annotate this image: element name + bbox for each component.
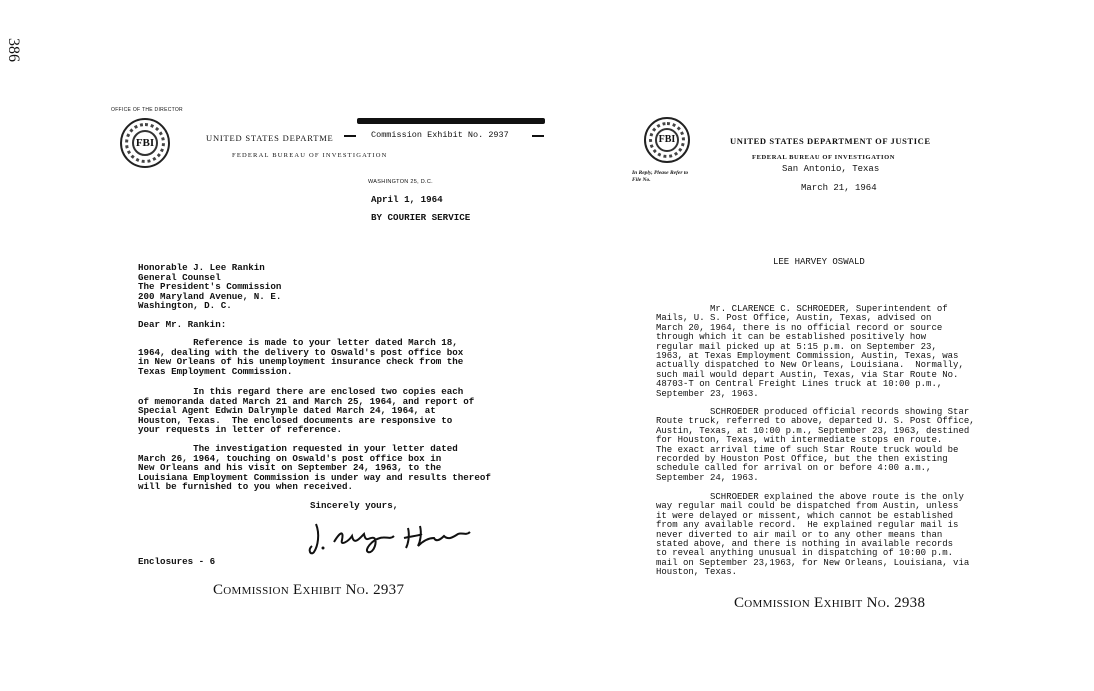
enclosures-line: Enclosures - 6 <box>138 556 216 567</box>
office-label: OFFICE OF THE DIRECTOR <box>111 107 183 113</box>
address-line: The President's Commission <box>138 281 282 293</box>
paragraph: SCHROEDER produced official records showing Star Route truck, referred to above, departed U. S. Post Office, Austin, Texas, at 10:00 p.m., September 23, 1963, destined for Houston, Texas, with intermediate stops en route. The exact arrival time of such Star Route truck would be recorded by Houston Post Office, but the then existing schedule called for arrival on or before 4:00 a.m., September 24, 1963. <box>656 407 975 483</box>
stamp-dash-right <box>532 135 544 137</box>
fbi-seal-icon: FBI <box>120 118 170 168</box>
reply-note: In Reply, Please Refer to File No. <box>632 170 689 183</box>
subject-line: LEE HARVEY OSWALD <box>773 257 865 267</box>
letter-date: April 1, 1964 <box>371 194 443 205</box>
page-number: 386 <box>5 38 22 62</box>
location-line: WASHINGTON 25, D.C. <box>368 179 433 185</box>
address-line: General Counsel <box>138 271 221 283</box>
department-heading: UNITED STATES DEPARTMENT OF JUSTICE <box>730 136 931 146</box>
paragraph: In this regard there are enclosed two copies each of memoranda dated March 21 and March 25, 1964, and report of Special Agent Edwin Dalrymple dated March 24, 1964, at Houston, Texas. The enclosed documents are responsive to your requests in letter of reference. <box>138 386 475 436</box>
paragraph: Mr. CLARENCE C. SCHROEDER, Superintendent of Mails, U. S. Post Office, Austin, Texas, advised on March 20, 1964, there is no official record or source through which it can be established positively how regular mail picked up at 5:15 p.m. on September 23, 1963, at Texas Employment Commission, Austin, Texas, was actually dispatched to New Orleans, Louisiana. Normally, such mail would depart Austin, Texas, via Star Route No. 48703-T on Central Freight Lines truck at 10:00 p.m., September 23, 1963. <box>656 304 964 399</box>
exhibit-caption: Commission Exhibit No. 2937 <box>213 582 405 598</box>
paragraph: Reference is made to your letter dated March 18, 1964, dealing with the delivery to Oswald's post office box in New Orleans of his unemployment insurance check from the Texas Employment Commission. <box>138 337 464 377</box>
letter-date: March 21, 1964 <box>801 183 877 193</box>
salutation: Dear Mr. Rankin: <box>138 319 227 330</box>
address-line: Honorable J. Lee Rankin <box>138 262 265 273</box>
address-line: Washington, D. C. <box>138 300 232 312</box>
address-line: 200 Maryland Avenue, N. E. <box>138 290 282 302</box>
signature-icon <box>308 514 478 558</box>
fbi-seal-icon: FBI <box>644 117 690 163</box>
bureau-heading: FEDERAL BUREAU OF INVESTIGATION <box>232 152 388 159</box>
stamp-dash-left <box>344 135 356 137</box>
address-block <box>138 263 281 311</box>
delivery-method: BY COURIER SERVICE <box>371 212 471 223</box>
department-heading: UNITED STATES DEPARTME <box>206 133 334 143</box>
exhibit-caption: Commission Exhibit No. 2938 <box>734 595 926 611</box>
closing: Sincerely yours, <box>310 500 399 511</box>
stamp-bar <box>357 118 545 124</box>
location-line: San Antonio, Texas <box>782 164 880 174</box>
exhibit-stamp: Commission Exhibit No. 2937 <box>371 130 509 140</box>
paragraph: SCHROEDER explained the above route is the only way regular mail could be dispatched from Austin, unless it were delayed or missent, which cannot be established from any available record. He explained regular mail is never diverted to air mail or to any other means than stated above, and there is nothing in available records to reveal anything unusual in dispatching of 10:00 p.m. mail on September 23,1963, for New Orleans, Louisiana, via Houston, Texas. <box>656 492 970 578</box>
paragraph: The investigation requested in your letter dated March 26, 1964, touching on Oswald's post office box in New Orleans and his visit on September 24, 1963, to the Louisiana Employment Commission is under way and results thereof will be furnished to you when received. <box>138 443 491 493</box>
bureau-heading: FEDERAL BUREAU OF INVESTIGATION <box>752 154 896 161</box>
